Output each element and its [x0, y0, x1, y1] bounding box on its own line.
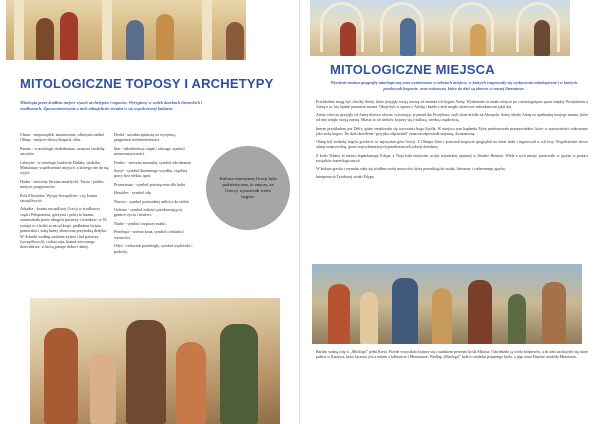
right-page-body [316, 100, 588, 183]
paragraph: Przykładem mogą być choćby Ateny, które przyjęły swoją nazwę od imienia ich bogini Ateny. Wydarzenie to miało miejsce po rozstrzygnięciu sporu między Posejdonem a Ateną o to, kto będzie patronem miasta. Oboje byli w sporze o Attykę i każde z nich mogło ofiarować mieszkańcom jakiś dar. [316, 100, 588, 110]
paragraph: Prometeusz - symbol poświęcenia dla ludzi. [114, 181, 187, 187]
left-page-lead: Mitologia przez źródłem mejsce wyach archetypów i toposów. Wyryginoy w wołek dzorbach literackich i środkowach. Zpowonionowynie z nich odnajeliców teraźni w się wspołczesnej kulturze. [20, 100, 203, 111]
right-page [300, 0, 600, 424]
paragraph: Narcyz - symbol przesadnej miłości do siebie. [114, 198, 190, 204]
paragraph: Ikar - młodzieńczy zapał i odwaga, symbol nienormatywności. [114, 145, 185, 157]
left-column-b [114, 132, 194, 257]
paragraph: Olimp był siedzibą bogów greckich; to najwyższa góra Grecji. Z Olimpu Zeus i pozostali bogowie spoglądali na świat ludzi i ingerowali w ich losy. Współcześnie słowo olimp oznacza elitę, grono najwybitniejszych przedstawicieli jakiejś dziedziny. [316, 140, 588, 150]
fresco-bottom-left-image [30, 298, 280, 424]
right-page-lead: Wyróżnić można geografię mitologiczną oraz wymienione w tekstach miejsca, w których rozgrywały się wydarzenia mitologiczne i w których przebywali bogowie, oraz zwłaszcza, które do dziś są obecne w naszej literaturze. [330, 80, 578, 91]
paragraph: Innym przykładem jest Delfy, gdzie znajdowała się wyrocznia boga Apolla. W miejscu tym kapłanka Pytia przekazywała przepowiednie, które w starożytności traktowano jako wolę bogów. Do dziś określenie ‘pytyjska odpowiedź’ oznacza odpowiedź niejasną, dwuznaczną. [316, 126, 588, 136]
fresco-top-right-image [310, 0, 570, 56]
paragraph: Dedal - uosabia tęsknotę za wyzjemą, pragnienie nieśmiertelności. [114, 132, 176, 143]
paragraph: Interpretacja Tytułowej sztuki Edypa. [316, 175, 375, 180]
paragraph: Arkadia - kraina szczęśliwej Grecji w środkowej części Peloponezu, górzysta i pokryta lasami, zamieszkała przez ubogich pasterzy i rolników; w W. zostaje to z kolei ta na od kraje. podkraina świata pomorskie i sobą krany słoneczna przyrodną dedyka. W Arkadii według zaalatna żyłem i lud pasterzy (szczęśliwych), rodzaj raju, kraina wiecznego dzieciństwa, w którą panuje dobro i ładuj. [20, 206, 108, 250]
callout-text: Kultura starożytnej Grecji była politeistyczna, to znaczy, że Greccy wyznawali wielu bogów. [219, 176, 277, 199]
paragraph: Feniks - wieczna mrzonka, symbol odrodzenia. [114, 159, 192, 165]
paragraph: Syzyf - symbol daremnego wysiłku, ciężkiej pracy bez efektu, upór. [114, 168, 187, 179]
paragraph: Niobe - symbol rozpaczy matki. [114, 220, 167, 226]
right-page-body-bottom [316, 350, 588, 363]
paragraph: Z kolei Tebany to miasto legendarnego Edypa, a Troja była miejscem wojny trojańskiej opisanej w Iliadzie Homera. Wiele z tych miejsc przetrwało w języku w postaci związków frazeologicznych. [316, 153, 588, 163]
paragraph: Hades - zaświaty (kraina zmarłych). Tartar - piekło, miejsce potępionców. [20, 178, 105, 190]
fresco-bottom-right-image [312, 264, 582, 344]
paragraph: Odys - człowiek przebiegły, symbol wędrówki i podróży. [114, 243, 193, 254]
right-page-title: MITOLOGICZNE MIEJSCA [330, 62, 495, 77]
paragraph: Labirynt - w mitologii budowla Dedala, siedziba Minotaura; współcześnie miejsce, z którego nie da się wyjść. [20, 159, 109, 176]
paragraph: Bardzo ważną rolę w „Mitologii” pełni Kreta. Przede wszystkim kojarzy się z zamkiem pewnym króla Minosa. Odwiedziło ją wielu bohaterów, a do dziś zachowały się ruiny pałacu w Knossos, który łączony jest z mitem o labiryncie i Minotaurze. Według „Mitologii” była to siedziba potężnego króla, a jego żona Pazyfae urodziła Minotaura. [316, 350, 588, 360]
fresco-top-left-image [6, 0, 246, 60]
paragraph: Ateny ochoczo przyjęły od Ateny drzewo oliwne, wysuwając je ponad dar Posejdona, czyli słone źródło na Akropolu. Ateny obrały Atenę za opiekunkę swojego miasta, które od niej wzięło swoją nazwę. Miasto to od wieków kojarzy się z kulturą, wiedzą i mądrością. [316, 113, 588, 123]
paragraph: Herakles - symbol siły. [114, 190, 152, 196]
paragraph: Pola Elizejskie, Wyspy Szczęśliwe - raj, kraina szczęśliwych. [20, 192, 97, 204]
left-column-a [20, 132, 110, 253]
paragraph: Chaos - nieporządek, zamieszanie, olbrzymi nieład. Olimp - miejsce ślizwy/bogach, elita. [20, 132, 105, 143]
paragraph: Penelopa - wierna żona, symbol czekania i wierności. [114, 229, 184, 240]
paragraph: Parnas - w mitologii siedzibamuz, oznacza siedzibę artystów. [20, 145, 105, 157]
paragraph: W kultura grecka i rzymska stały się źródłem wielu motywów, które przenikają do sztuki, literatury i codziennego języka. [316, 166, 506, 171]
paragraph: Orfeusz - symbol miłości przekraczającej granice życia i śmierci. [114, 207, 182, 218]
left-page-title: MITOLOGICZNE TOPOSY I ARCHETYPY [20, 76, 274, 91]
callout-circle [206, 146, 290, 230]
